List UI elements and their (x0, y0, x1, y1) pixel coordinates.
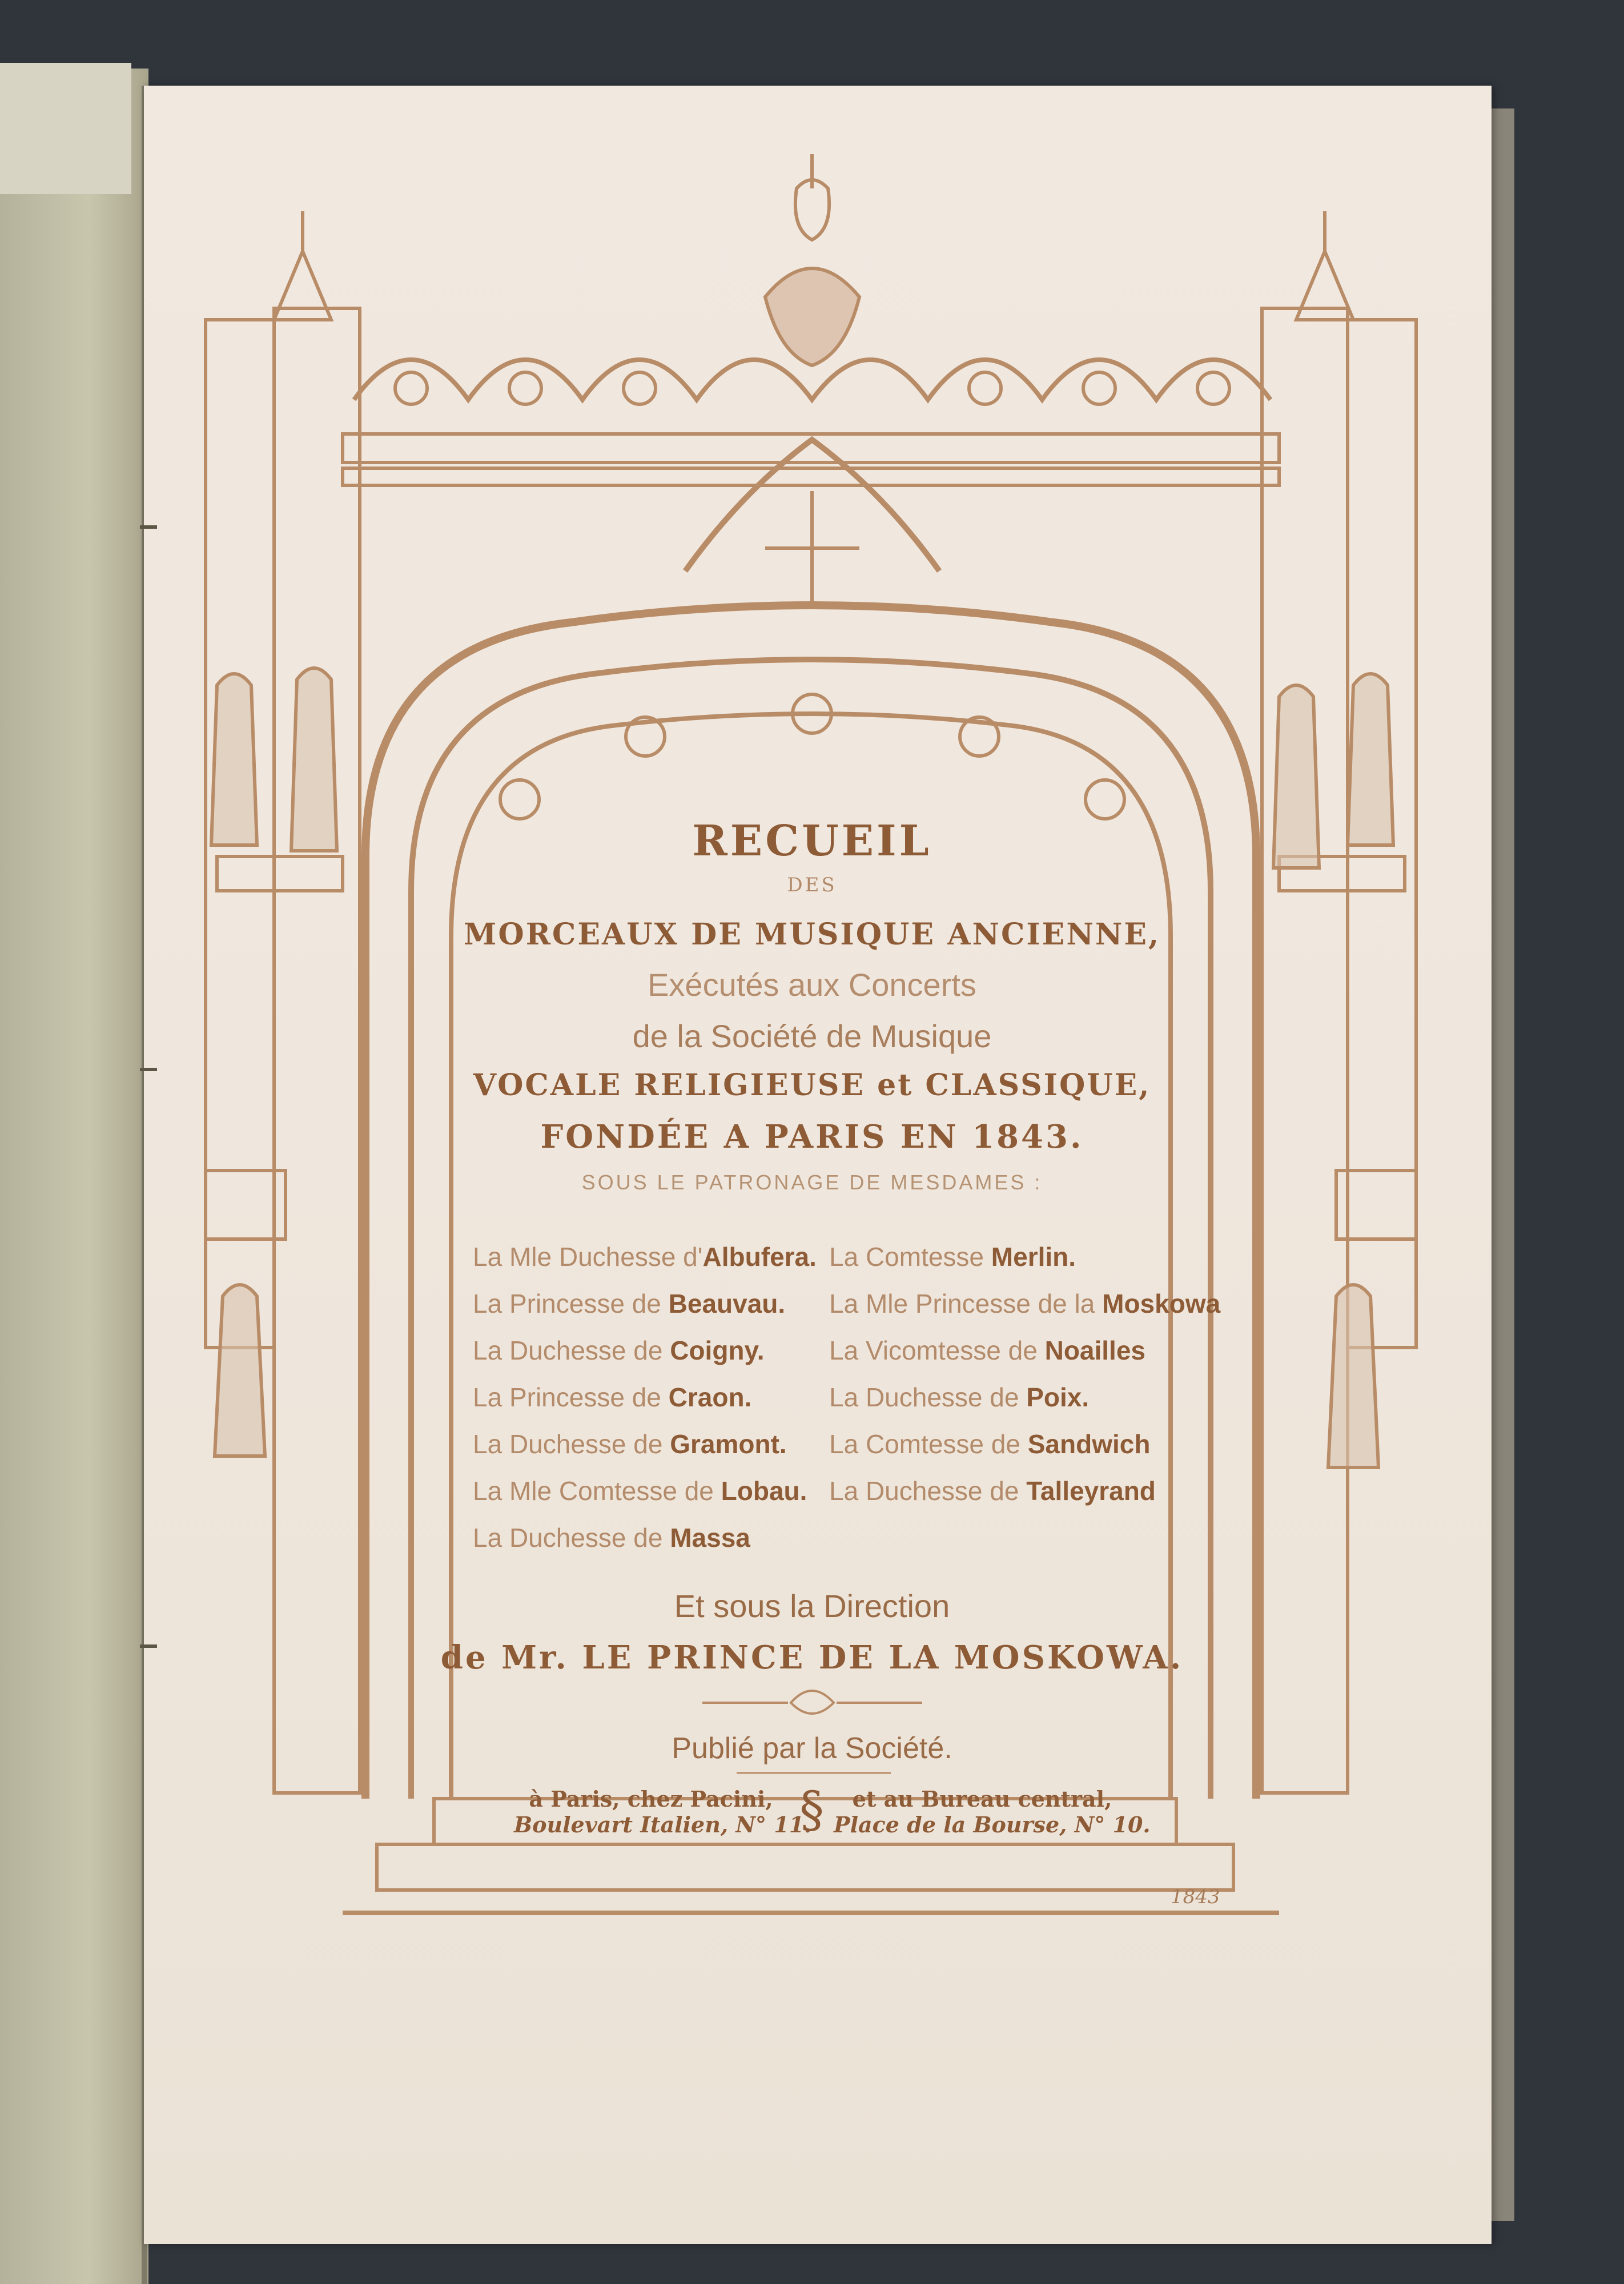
patronage-heading: SOUS LE PATRONAGE DE MESDAMES : (581, 1171, 1043, 1194)
lintel-lower (343, 468, 1279, 485)
arch-rosette (1086, 780, 1124, 819)
subtitle-executes: Exécutés aux Concerts (648, 967, 976, 1003)
central-finial (795, 154, 829, 240)
flourish-ornament (791, 1691, 834, 1714)
patron-entry: La Comtesse Merlin. (829, 1242, 1076, 1272)
patron-entry: La Comtesse de Sandwich (829, 1429, 1151, 1459)
publisher-address-left (514, 1786, 812, 1837)
patron-entry: La Princesse de Craon. (473, 1382, 752, 1412)
patrons-left-column (473, 1233, 817, 1561)
publisher-address-right (834, 1786, 1151, 1837)
quatrefoil (969, 372, 1001, 404)
patrons-right-column (829, 1233, 1220, 1514)
director-name: de Mr. LE PRINCE DE LA MOSKOWA. (440, 1639, 1184, 1676)
title-des: DES (787, 874, 837, 896)
quatrefoil (624, 372, 656, 404)
right-statue-lower (1328, 1285, 1378, 1467)
quatrefoil (395, 372, 427, 404)
subtitle-fondee: FONDÉE A PARIS EN 1843. (540, 1118, 1084, 1156)
address-left-line1: à Paris, chez Pacini, (529, 1786, 773, 1812)
address-right-line2: Place de la Bourse, N° 10. (834, 1812, 1151, 1837)
central-cross (765, 491, 859, 605)
patron-entry: La Duchesse de Massa (473, 1523, 750, 1553)
address-left-line2: Boulevart Italien, N° 11. (514, 1812, 812, 1837)
patron-entry: La Mle Princesse de la Moskowa (829, 1289, 1221, 1318)
quatrefoil (509, 372, 541, 404)
left-spire (274, 211, 331, 320)
middle-step (377, 1844, 1233, 1890)
crown-ornament (765, 268, 859, 365)
patron-entry: La Princesse de Beauvau. (473, 1289, 786, 1318)
section-sign: § (799, 1782, 824, 1839)
arch-rosette (500, 780, 539, 819)
artist-signature: 1843 (1171, 1885, 1220, 1908)
quatrefoil (1083, 372, 1115, 404)
direction-line: Et sous la Direction (674, 1588, 950, 1624)
left-statue-lower (215, 1285, 265, 1456)
publisher-line: Publié par la Société. (672, 1732, 952, 1765)
patron-entry: La Vicomtesse de Noailles (829, 1336, 1146, 1365)
patron-entry: La Mle Comtesse de Lobau. (473, 1476, 807, 1506)
subtitle-societe: de la Société de Musique (632, 1018, 992, 1054)
patron-entry: La Duchesse de Poix. (829, 1382, 1090, 1412)
patron-entry: La Duchesse de Gramont. (473, 1429, 787, 1459)
subtitle-vocale: VOCALE RELIGIEUSE et CLASSIQUE, (473, 1068, 1151, 1103)
title-recueil: RECUEIL (692, 817, 932, 866)
patron-entry: La Mle Duchesse d'Albufera. (473, 1242, 817, 1272)
quatrefoil (1197, 372, 1229, 404)
patron-entry: La Duchesse de Talleyrand (829, 1476, 1156, 1506)
patron-entry: La Duchesse de Coigny. (473, 1336, 765, 1365)
address-right-line1: et au Bureau central, (852, 1786, 1112, 1812)
title-morceaux: MORCEAUX DE MUSIQUE ANCIENNE, (463, 917, 1161, 952)
right-spire (1296, 211, 1353, 320)
